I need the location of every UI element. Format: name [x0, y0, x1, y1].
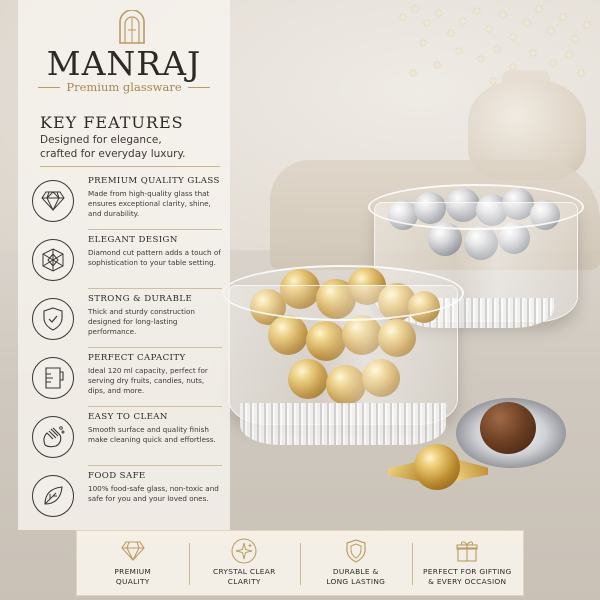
feature-description: 100% food-safe glass, non-toxic and safe for you and your loved ones.: [88, 484, 219, 503]
badge-label-line-2: & EVERY OCCASION: [428, 577, 507, 586]
divider: [188, 87, 210, 88]
badge-label-line-1: PERFECT FOR GIFTING: [423, 567, 512, 576]
divider: [88, 347, 222, 348]
divider: [40, 166, 220, 167]
divider: [88, 288, 222, 289]
feature-description: Ideal 120 ml capacity, perfect for serving dry fruits, candies, nuts, dips, and more.: [88, 366, 208, 395]
badge-durable-long-lasting: [300, 531, 412, 595]
feature-item-easy-to-clean: [32, 412, 222, 470]
diamond-cut-icon: [32, 239, 74, 281]
feature-title: FOOD SAFE: [88, 471, 146, 481]
badge-premium-quality: [77, 531, 189, 595]
loose-silver-wrapped-truffle: [456, 392, 566, 472]
subtitle-line-2: crafted for everyday luxury.: [40, 148, 186, 160]
feature-description: Thick and sturdy construction designed for long-lasting performance.: [88, 307, 195, 336]
brand-tagline-row: [18, 80, 230, 94]
badge-label-line-2: CLARITY: [227, 577, 261, 586]
badge-label-line-1: DURABLE &: [332, 567, 379, 576]
feature-item-food-safe: [32, 471, 222, 529]
feature-title: EASY TO CLEAN: [88, 412, 168, 422]
feature-item-elegant-design: [32, 235, 222, 293]
divider: [38, 87, 60, 88]
diamond-icon: [32, 180, 74, 222]
diamond-icon: [120, 538, 146, 564]
divider: [88, 406, 222, 407]
feature-title: STRONG & DURABLE: [88, 294, 193, 304]
feature-description: Smooth surface and quality finish make cleaning quick and effortless.: [88, 425, 216, 444]
subtitle-line-1: Designed for elegance,: [40, 134, 162, 146]
gift-icon: [454, 538, 480, 564]
feature-item-strong-durable: [32, 294, 222, 352]
key-features-title: KEY FEATURES: [40, 113, 184, 132]
divider: [88, 229, 222, 230]
badge-crystal-clear-clarity: [189, 531, 301, 595]
brand-name: MANRAJ: [46, 44, 202, 83]
brand-logo-icon: [117, 10, 147, 44]
feature-description: Diamond cut pattern adds a touch of sophistication to your table setting.: [88, 248, 221, 267]
feature-title: PREMIUM QUALITY GLASS: [88, 176, 220, 186]
shield-check-icon: [32, 298, 74, 340]
key-features-subtitle: [40, 133, 220, 161]
leaf-icon: [32, 475, 74, 517]
glass-bowl-gold-chocolates: [222, 255, 464, 460]
brand-tagline: Premium glassware: [66, 80, 182, 94]
feature-title: PERFECT CAPACITY: [88, 353, 186, 363]
badge-label-line-1: CRYSTAL CLEAR: [212, 567, 276, 576]
highlights-strip: [76, 530, 524, 596]
feature-item-perfect-capacity: [32, 353, 222, 411]
badge-label-line-2: QUALITY: [115, 577, 150, 586]
feature-title: ELEGANT DESIGN: [88, 235, 178, 245]
shield-icon: [343, 538, 369, 564]
badge-perfect-for-gifting: [412, 531, 524, 595]
badge-label-line-2: LONG LASTING: [326, 577, 386, 586]
divider: [88, 465, 222, 466]
hand-wash-icon: [32, 416, 74, 458]
badge-label-line-1: PREMIUM: [114, 567, 152, 576]
feature-description: Made from high-quality glass that ensures exceptional clarity, shine, and durability.: [88, 189, 211, 218]
pampas-grass-decoration: [390, 0, 600, 95]
feature-item-premium-quality-glass: [32, 176, 222, 234]
measuring-cup-icon: [32, 357, 74, 399]
sparkle-icon: [231, 538, 257, 564]
